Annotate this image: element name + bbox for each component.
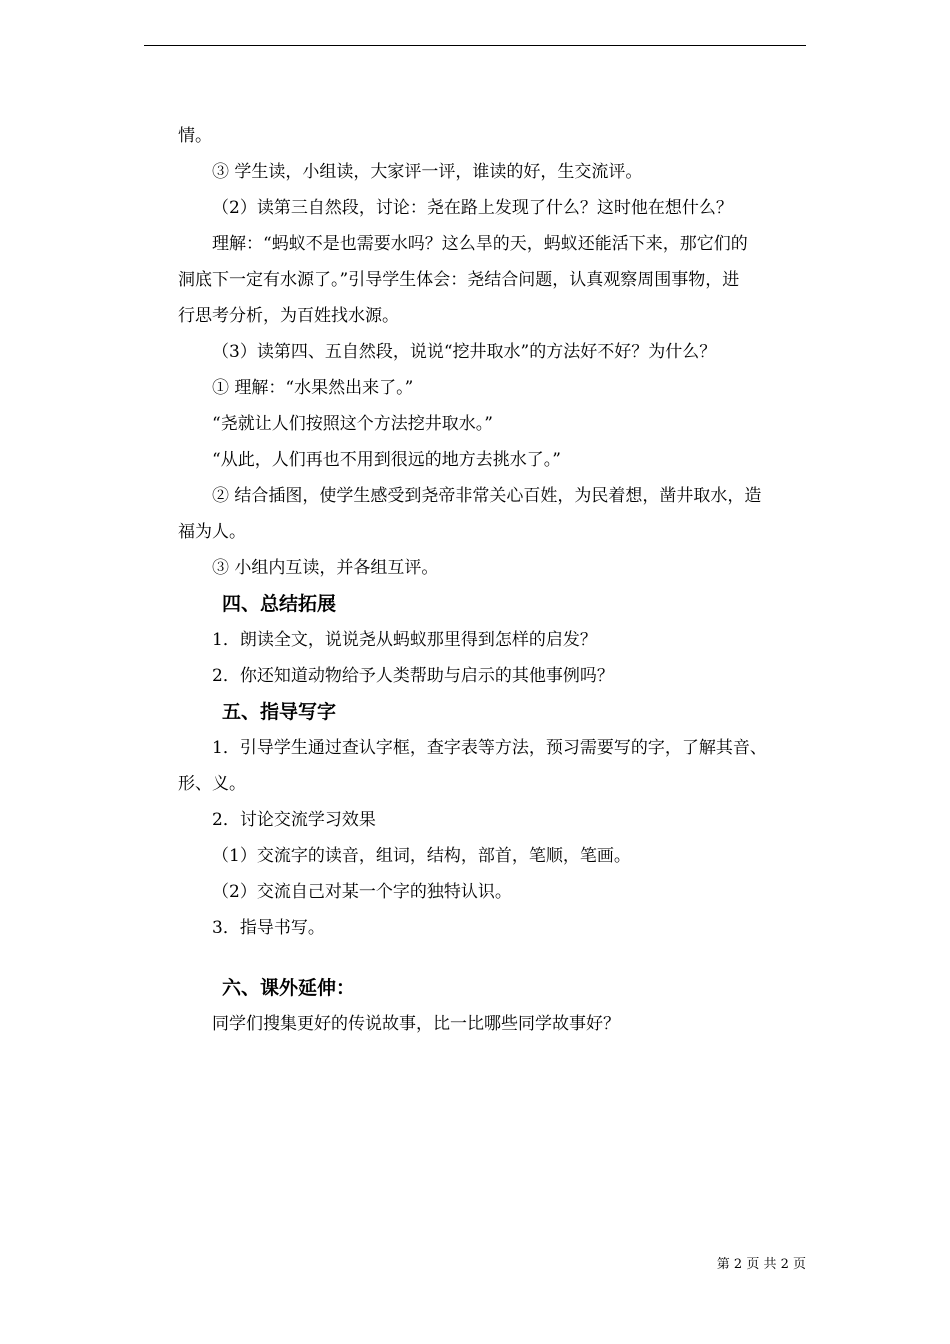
paragraph-line: 3．指导书写。 xyxy=(212,918,325,938)
paragraph-line: 福为人。 xyxy=(178,522,246,542)
paragraph-line: 同学们搜集更好的传说故事，比一比哪些同学故事好？ xyxy=(212,1014,620,1034)
section-heading: 五、指导写字 xyxy=(222,701,337,723)
paragraph-line: 情。 xyxy=(178,126,212,146)
section-heading: 六、课外延伸： xyxy=(222,977,356,999)
paragraph-line: 行思考分析，为百姓找水源。 xyxy=(178,306,399,326)
paragraph-line: ③ 学生读，小组读，大家评一评，谁读的好，生交流评。 xyxy=(212,162,643,182)
paragraph-line: “从此，人们再也不用到很远的地方去挑水了。” xyxy=(212,450,561,470)
header-rule xyxy=(144,45,806,46)
section-heading: 四、总结拓展 xyxy=(222,593,337,615)
paragraph-line: 理解：“蚂蚁不是也需要水吗？这么旱的天，蚂蚁还能活下来，那它们的 xyxy=(212,234,748,254)
paragraph-line: （3）读第四、五自然段，说说“挖井取水”的方法好不好？为什么？ xyxy=(212,342,717,362)
section-gap xyxy=(178,946,808,970)
paragraph-line: ③ 小组内互读，并各组互评。 xyxy=(212,558,439,578)
paragraph-line: 1．引导学生通过查认字框，查字表等方法，预习需要写的字，了解其音、 xyxy=(212,738,767,758)
paragraph-line: （2）交流自己对某一个字的独特认识。 xyxy=(212,882,512,902)
paragraph-line: 洞底下一定有水源了。”引导学生体会：尧结合问题，认真观察周围事物，进 xyxy=(178,270,740,290)
document-body xyxy=(178,118,808,1042)
paragraph-line: （2）读第三自然段，讨论：尧在路上发现了什么？这时他在想什么？ xyxy=(212,198,733,218)
paragraph-line: 1．朗读全文，说说尧从蚂蚁那里得到怎样的启发？ xyxy=(212,630,597,650)
paragraph-line: （1）交流字的读音，组词，结构，部首，笔顺，笔画。 xyxy=(212,846,631,866)
paragraph-line: “尧就让人们按照这个方法挖井取水。” xyxy=(212,414,493,434)
paragraph-line: 形、义。 xyxy=(178,774,246,794)
paragraph-line: 2．你还知道动物给予人类帮助与启示的其他事例吗？ xyxy=(212,666,614,686)
paragraph-line: 2．讨论交流学习效果 xyxy=(212,810,376,830)
paragraph-line: ② 结合插图，使学生感受到尧帝非常关心百姓，为民着想，凿井取水，造 xyxy=(212,486,762,506)
paragraph-line: ① 理解：“水果然出来了。” xyxy=(212,378,414,398)
page-number: 第 2 页 共 2 页 xyxy=(716,1257,806,1272)
